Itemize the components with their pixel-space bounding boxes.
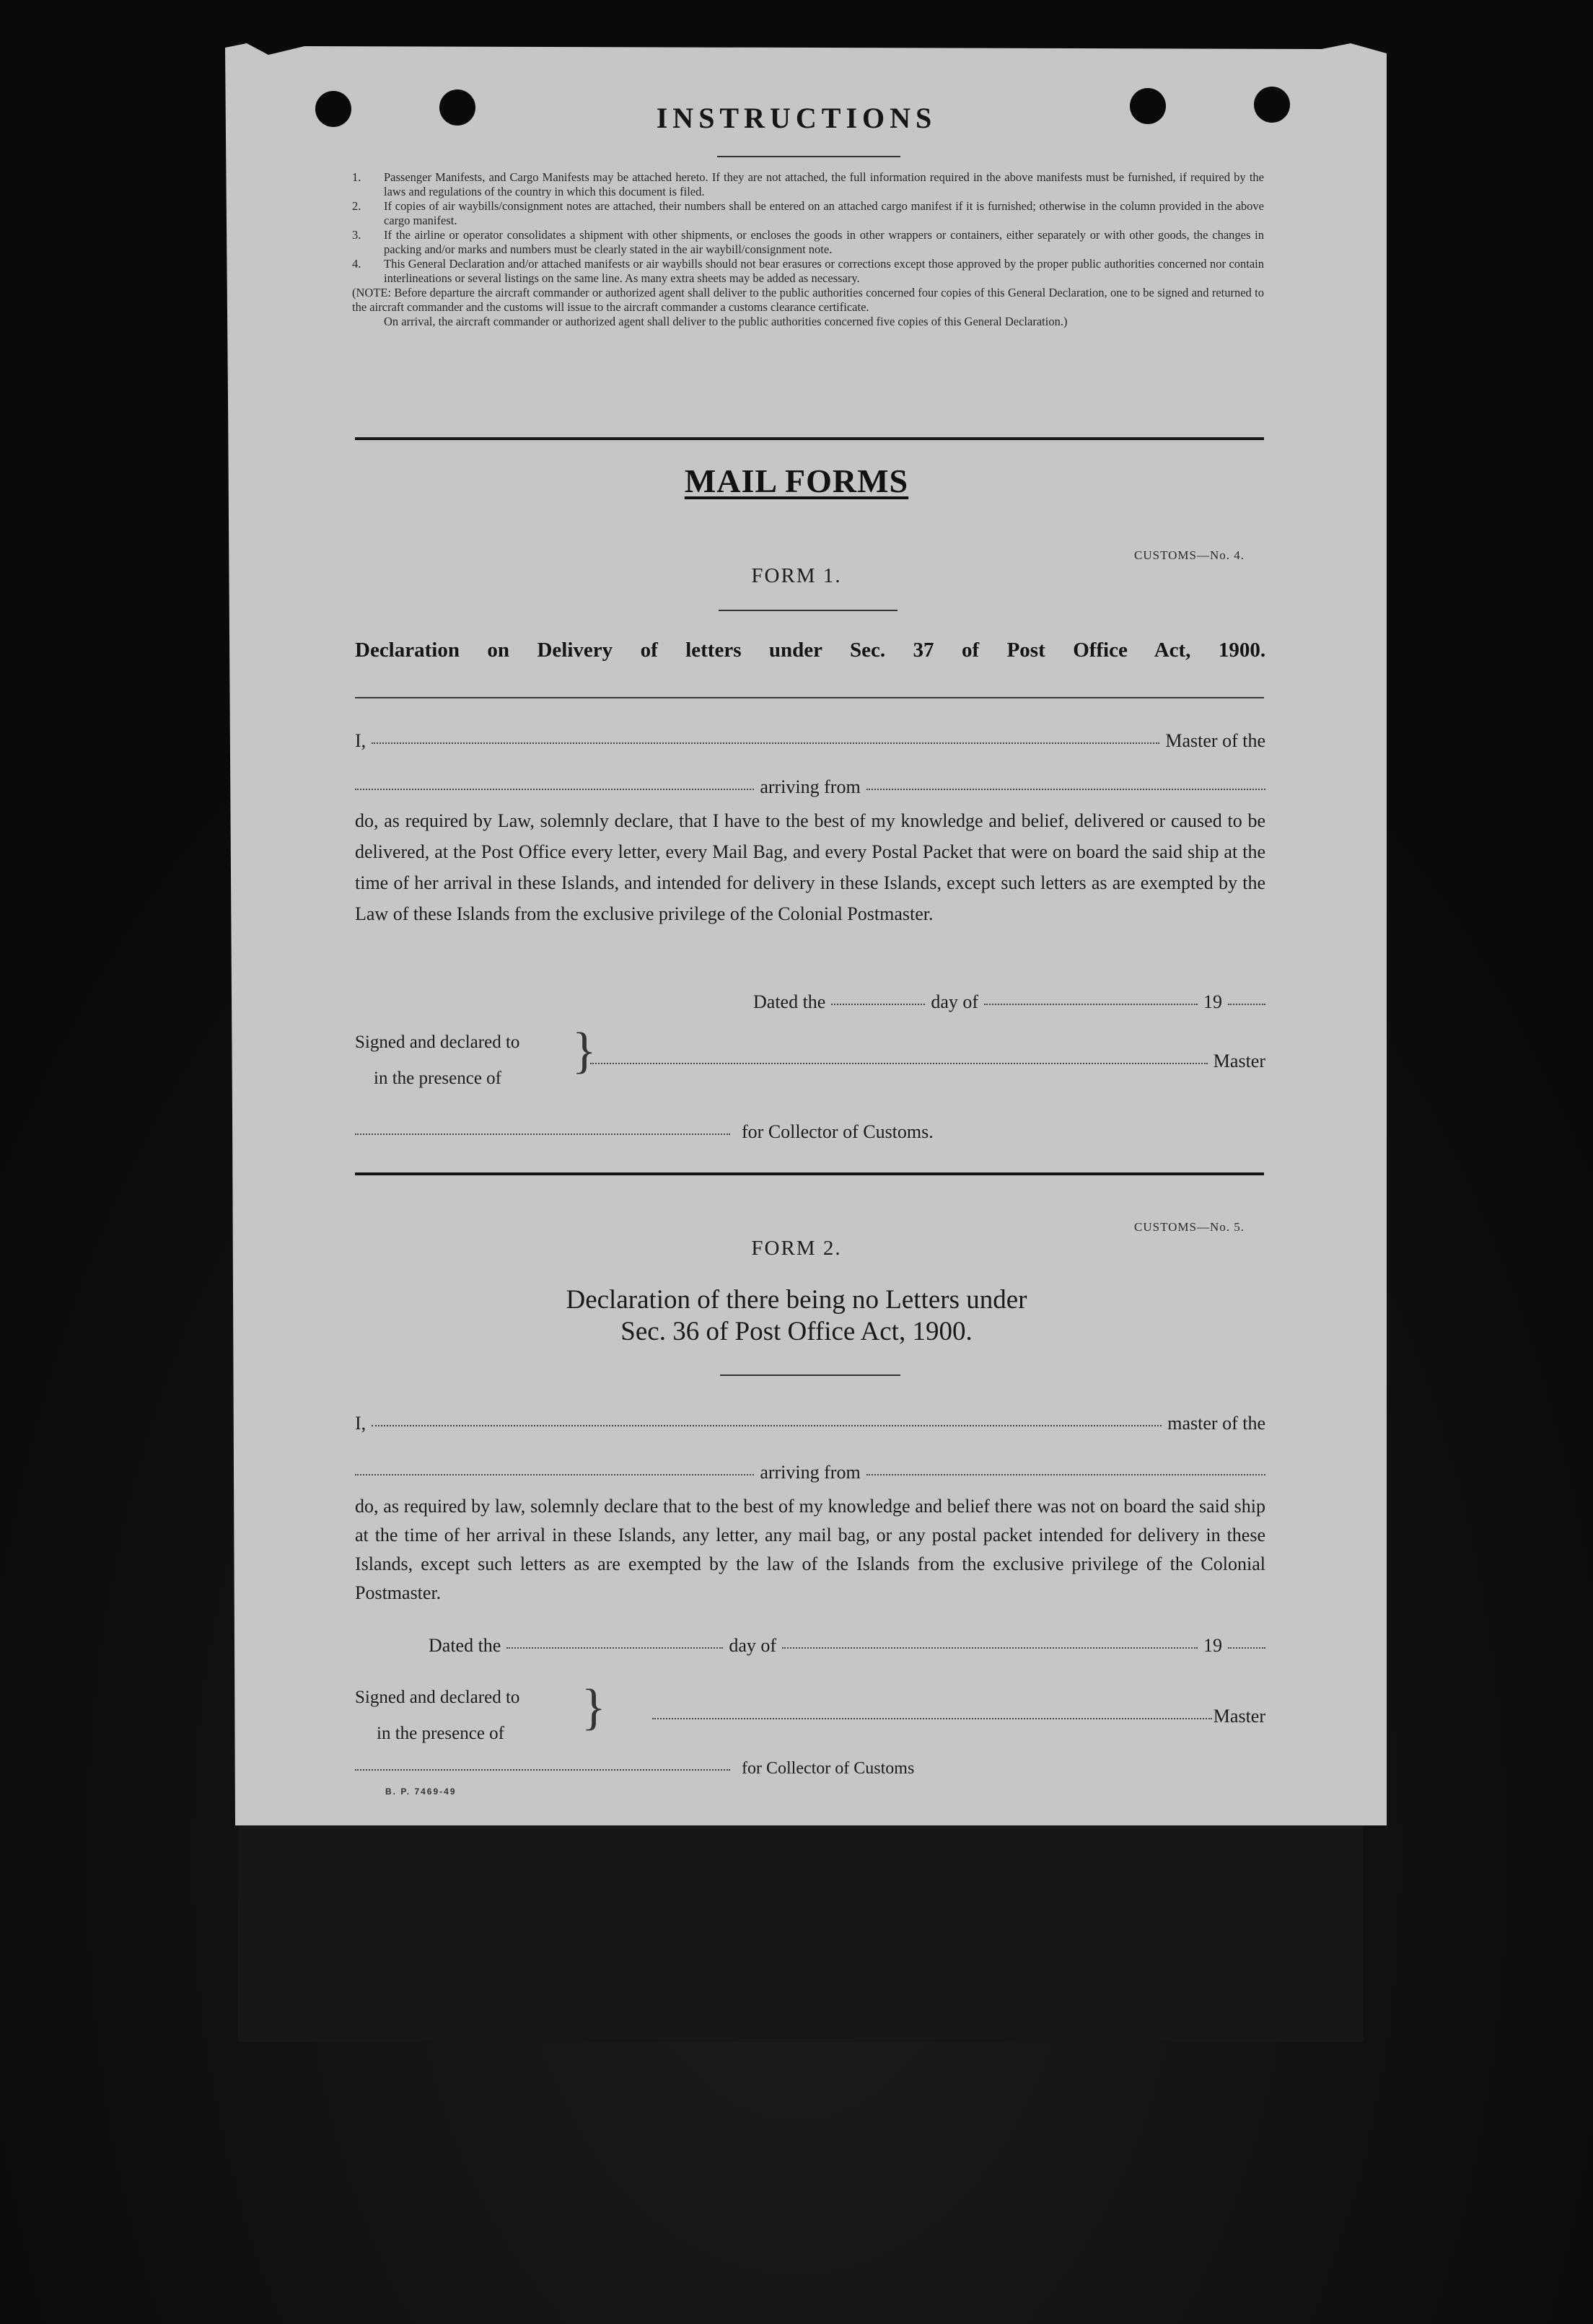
declaration-word: under (768, 639, 822, 662)
dated-the-label: Dated the (753, 991, 826, 1012)
master-name-line (355, 730, 1265, 752)
instruction-number: 3. (352, 228, 361, 242)
instruction-number: 2. (352, 199, 361, 213)
form-title-rule (719, 610, 898, 611)
title-rule (717, 156, 900, 157)
collector-signature-field[interactable] (355, 1768, 730, 1771)
month-field[interactable] (984, 1002, 1198, 1005)
instruction-item (352, 170, 1264, 199)
collector-line (355, 1759, 1004, 1779)
form-2-title: FORM 2. (751, 1237, 842, 1260)
instruction-item (352, 199, 1264, 228)
form-title-rule (720, 1374, 900, 1376)
declaration-line-1: Declaration of there being no Letters under (566, 1285, 1027, 1315)
day-of-label: day of (931, 991, 979, 1012)
signed-line-1: Signed and declared to (355, 1688, 520, 1707)
declaration-word: of (961, 639, 980, 662)
declaration-rule (355, 697, 1264, 698)
i-label: I, (355, 1413, 367, 1434)
master-of-the-label: Master of the (1165, 730, 1265, 751)
master-signature-field[interactable] (590, 1061, 1208, 1064)
ship-name-field[interactable] (355, 1473, 754, 1475)
declaration-word: Office (1073, 639, 1128, 662)
declaration-word: 37 (913, 639, 934, 662)
instruction-item (352, 257, 1264, 286)
collector-label: for Collector of Customs. (742, 1121, 934, 1142)
date-day-field[interactable] (831, 1002, 925, 1005)
instruction-item (352, 228, 1264, 257)
declaration-word: Sec. (849, 639, 886, 662)
section-divider (355, 1172, 1264, 1175)
instructions-list (352, 170, 1264, 329)
brace-icon: } (582, 1680, 606, 1735)
instruction-text: This General Declaration and/or attached manifests or air waybills should not bear erasures or corrections except those approved by the proper public authorities concerned nor contain interlineations or several listings on the same line. As many extra sheets may be added as necessary. (384, 257, 1264, 285)
form-1-declaration (355, 639, 1265, 662)
master-signature-line (652, 1706, 1265, 1727)
month-field[interactable] (782, 1646, 1198, 1649)
declaration-line-2: Sec. 36 of Post Office Act, 1900. (620, 1317, 973, 1346)
form-1-title: FORM 1. (751, 564, 842, 587)
ship-name-field[interactable] (355, 787, 754, 790)
declaration-word: Delivery (537, 639, 613, 662)
master-signature-field[interactable] (652, 1716, 1212, 1719)
collector-label: for Collector of Customs (742, 1759, 915, 1778)
note-arrival: On arrival, the aircraft commander or authorized agent shall deliver to the public authorities concerned five copies of this General Declaration.) (384, 315, 1068, 328)
signed-declared-label (355, 1680, 519, 1752)
mail-forms-title: MAIL FORMS (684, 462, 909, 499)
master-label: Master (1213, 1706, 1265, 1727)
form-1-body: do, as required by Law, solemnly declare, that I have to the best of my knowledge and belief, delivered or caused to be delivered, at the Post Office every letter, every Mail Bag, and every Postal Packet that were on board the said ship at the time of her arrival in these Islands, and intended for delivery in these Islands, except such letters as are exempted by the Law of these Islands from the exclusive privilege of the Colonial Postmaster. (355, 810, 1265, 924)
ship-line (355, 1462, 1265, 1483)
brace-icon: } (572, 1023, 597, 1079)
section-divider (355, 437, 1264, 440)
day-of-label: day of (729, 1635, 777, 1656)
master-signature-line (590, 1051, 1265, 1072)
arriving-from-label: arriving from (760, 776, 861, 797)
year-field[interactable] (1228, 1646, 1265, 1649)
collector-signature-field[interactable] (355, 1132, 730, 1135)
dated-line (429, 1635, 1265, 1657)
master-name-field[interactable] (372, 741, 1159, 744)
declaration-word: Act, (1154, 639, 1191, 662)
year-prefix: 19 (1203, 991, 1222, 1012)
signed-declared-label (355, 1025, 519, 1097)
arriving-from-label: arriving from (760, 1462, 861, 1483)
declaration-word: 1900. (1218, 639, 1266, 662)
master-of-the-label: master of the (1167, 1413, 1265, 1434)
note-departure: (NOTE: Before departure the aircraft commander or authorized agent shall deliver to the public authorities concerned four copies of this General Declaration, one to be signed and returned to the aircraft commander and the customs will issue to the aircraft commander a customs clearance certificate. (352, 286, 1264, 314)
declaration-word: of (640, 639, 658, 662)
dated-the-label: Dated the (429, 1635, 501, 1656)
date-day-field[interactable] (506, 1646, 723, 1649)
print-code: B. P. 7469-49 (385, 1786, 457, 1797)
instruction-note (352, 286, 1264, 329)
instruction-text: Passenger Manifests, and Cargo Manifests may be attached hereto. If they are not attached, the full information required in the above manifests must be furnished, if required by the laws and regulations of the country in which this document is filed. (384, 170, 1264, 198)
declaration-word: letters (685, 639, 742, 662)
year-prefix: 19 (1203, 1635, 1222, 1656)
instruction-text: If copies of air waybills/consignment notes are attached, their numbers shall be entered on an attached cargo manifest if it is furnished; otherwise in the column provided in the above cargo manifest. (384, 199, 1264, 227)
collector-line (355, 1121, 1004, 1143)
year-field[interactable] (1228, 1002, 1265, 1005)
declaration-word: Post (1006, 639, 1045, 662)
master-name-field[interactable] (372, 1424, 1162, 1426)
form-2-body: do, as required by law, solemnly declare that to the best of my knowledge and belief there was not on board the said ship at the time of her arrival in these Islands, any letter, any mail bag, or any postal packet intended for delivery in these Islands, except such letters as are exempted by the law of the Islands from the exclusive privilege of the Colonial Postmaster. (355, 1496, 1265, 1603)
declaration-word: on (487, 639, 510, 662)
master-label: Master (1213, 1051, 1265, 1071)
instructions-title: INSTRUCTIONS (656, 102, 937, 134)
ship-line (355, 776, 1265, 798)
signed-line-1: Signed and declared to (355, 1032, 520, 1052)
signed-line-2: in the presence of (377, 1724, 505, 1743)
instruction-text: If the airline or operator consolidates a shipment with other shipments, or encloses the goods in other wrappers or containers, either separately or with other goods, the changes in packing and/or marks and numbers must be clearly stated in the air waybill/consignment note. (384, 228, 1264, 256)
customs-reference: CUSTOMS—No. 4. (1134, 548, 1245, 562)
master-name-line (355, 1413, 1265, 1434)
instruction-number: 1. (352, 170, 361, 184)
form-2-declaration (0, 1284, 1593, 1348)
arriving-from-field[interactable] (866, 787, 1265, 790)
dated-line (753, 991, 1265, 1013)
customs-reference: CUSTOMS—No. 5. (1134, 1220, 1245, 1234)
arriving-from-field[interactable] (866, 1473, 1265, 1475)
declaration-word: Declaration (355, 639, 460, 662)
i-label: I, (355, 730, 367, 751)
signed-line-2: in the presence of (374, 1069, 502, 1088)
instruction-number: 4. (352, 257, 361, 271)
